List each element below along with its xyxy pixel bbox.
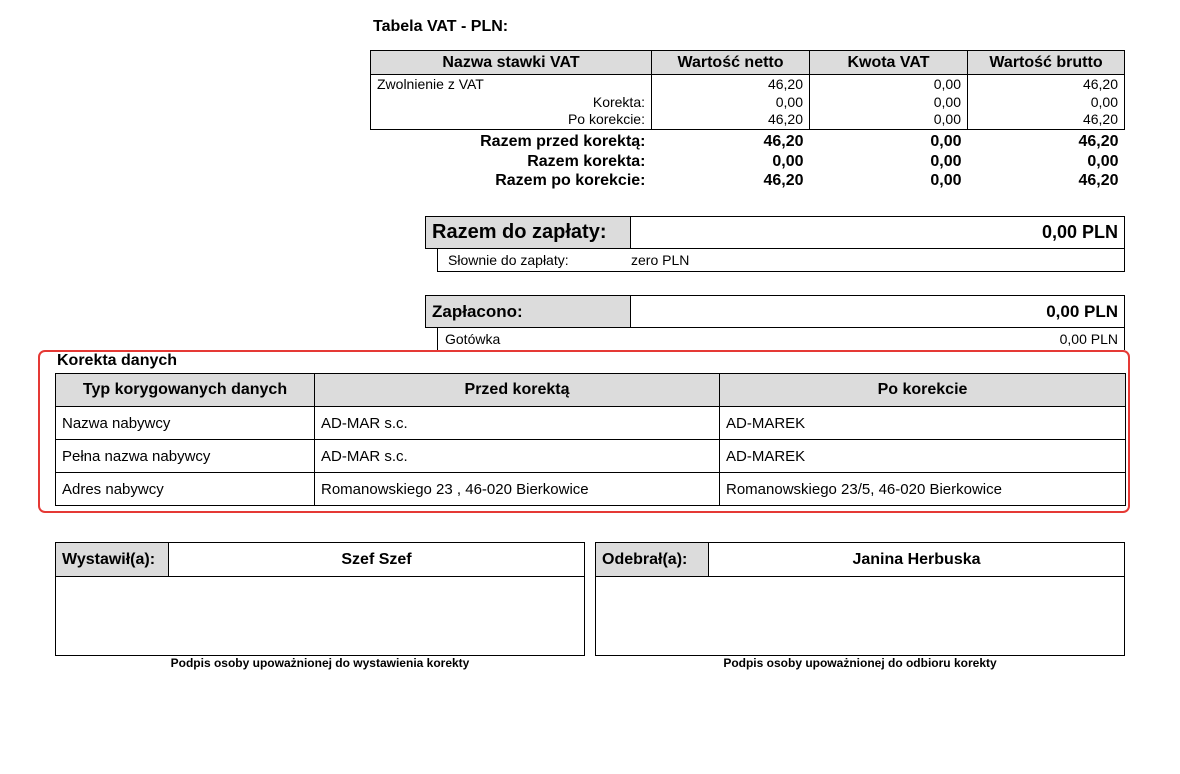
- summary-netto: 46,20: [763, 172, 804, 190]
- vat-netto-before: 46,20: [767, 76, 803, 92]
- vat-header-name: Nazwa stawki VAT: [371, 51, 652, 75]
- receiver-signature-box: [595, 542, 1125, 656]
- vat-po-korekcie-label: Po korekcie:: [567, 111, 645, 127]
- summary-brutto: 46,20: [1078, 172, 1119, 190]
- correction-before: AD-MAR s.c.: [315, 440, 720, 473]
- vat-netto-korekta: 0,00: [775, 93, 803, 110]
- total-due-words-label: Słownie do zapłaty:: [448, 252, 569, 268]
- summary-label: Razem przed korektą:: [480, 133, 646, 151]
- total-due-words-value: zero PLN: [631, 252, 690, 268]
- summary-row-before: [371, 129, 1125, 152]
- total-due-label: Razem do zapłaty:: [426, 217, 631, 248]
- issuer-label: Wystawił(a):: [56, 543, 169, 576]
- issuer-name: Szef Szef: [341, 550, 412, 568]
- paid-label: Zapłacono:: [426, 296, 631, 327]
- vat-amount-before: 0,00: [933, 76, 961, 92]
- correction-after: Romanowskiego 23/5, 46-020 Bierkowice: [720, 473, 1126, 506]
- correction-header-after: Po korekcie: [720, 374, 1126, 407]
- vat-header-brutto: Wartość brutto: [968, 51, 1125, 75]
- receiver-name: Janina Herbuska: [852, 550, 981, 568]
- total-due-box: [425, 216, 1125, 249]
- summary-row-korekta: [371, 152, 1125, 172]
- vat-amount-korekta: 0,00: [933, 93, 961, 110]
- total-due-words-row: [437, 249, 1125, 272]
- receiver-label: Odebrał(a):: [596, 543, 709, 576]
- paid-value: 0,00 PLN: [1046, 301, 1118, 321]
- payment-method-value: 0,00 PLN: [1059, 331, 1118, 347]
- total-due-value: 0,00 PLN: [1041, 222, 1118, 242]
- summary-vat: 0,00: [930, 172, 962, 190]
- summary-brutto: 0,00: [1087, 152, 1119, 170]
- vat-amount-after: 0,00: [933, 111, 961, 127]
- vat-netto-after: 46,20: [767, 111, 803, 127]
- correction-before: Romanowskiego 23 , 46-020 Bierkowice: [315, 473, 720, 506]
- correction-row: [56, 440, 1126, 473]
- correction-type: Pełna nazwa nabywcy: [56, 440, 315, 473]
- summary-vat: 0,00: [930, 133, 962, 151]
- summary-label: Razem korekta:: [527, 152, 646, 170]
- correction-after: AD-MAREK: [720, 440, 1126, 473]
- payment-method-row: [437, 328, 1125, 350]
- correction-section-title: Korekta danych: [57, 352, 178, 369]
- receiver-signature-caption: Podpis osoby upoważnionej do odbioru korekty: [723, 656, 997, 670]
- vat-header-netto: Wartość netto: [652, 51, 810, 75]
- vat-brutto-before: 46,20: [1082, 76, 1118, 92]
- vat-rate-row: [371, 75, 1125, 130]
- vat-korekta-label: Korekta:: [592, 93, 645, 110]
- paid-box: [425, 295, 1125, 328]
- correction-before: AD-MAR s.c.: [315, 407, 720, 440]
- vat-netto-cell: [652, 75, 810, 130]
- vat-brutto-cell: [968, 75, 1125, 130]
- vat-brutto-korekta: 0,00: [1090, 93, 1118, 110]
- summary-label: Razem po korekcie:: [495, 172, 646, 190]
- issuer-signature-box: [55, 542, 585, 656]
- vat-table-title: Tabela VAT - PLN:: [373, 18, 509, 35]
- summary-vat: 0,00: [930, 152, 962, 170]
- payment-method-label: Gotówka: [445, 331, 501, 347]
- summary-brutto: 46,20: [1078, 133, 1119, 151]
- vat-table: [370, 50, 1125, 191]
- correction-row: [56, 473, 1126, 506]
- vat-rate-name-cell: [371, 75, 652, 130]
- summary-netto: 0,00: [772, 152, 804, 170]
- vat-amount-cell: [810, 75, 968, 130]
- correction-after: AD-MAREK: [720, 407, 1126, 440]
- correction-header-before: Przed korektą: [315, 374, 720, 407]
- vat-rate-name: Zwolnienie z VAT: [377, 76, 484, 92]
- correction-table: [55, 373, 1126, 506]
- correction-type: Nazwa nabywcy: [56, 407, 315, 440]
- correction-type: Adres nabywcy: [56, 473, 315, 506]
- summary-row-after: [371, 172, 1125, 192]
- correction-row: [56, 407, 1126, 440]
- vat-header-vat: Kwota VAT: [810, 51, 968, 75]
- issuer-signature-caption: Podpis osoby upoważnionej do wystawienia korekty: [170, 656, 470, 670]
- vat-brutto-after: 46,20: [1082, 111, 1118, 127]
- summary-netto: 46,20: [763, 133, 804, 151]
- correction-header-type: Typ korygowanych danych: [56, 374, 315, 407]
